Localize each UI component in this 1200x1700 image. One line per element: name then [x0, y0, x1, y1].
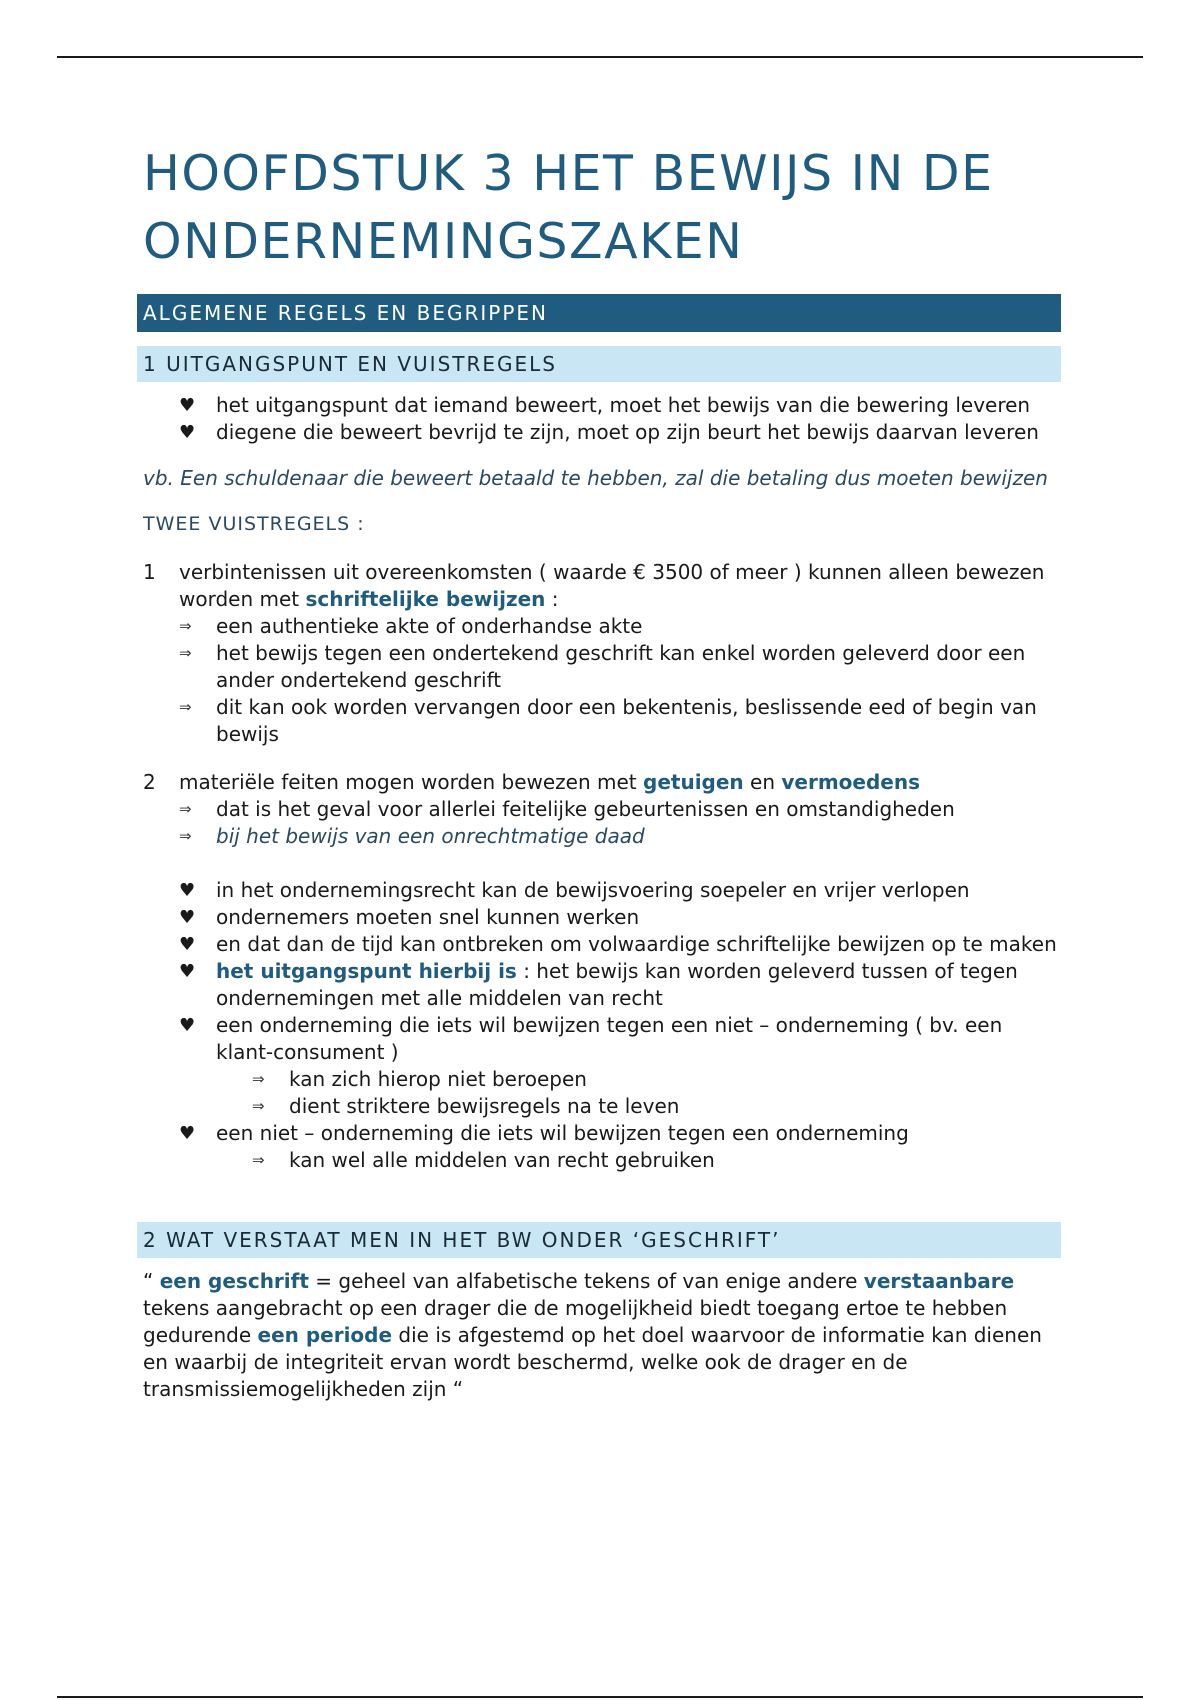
list-item: ♥ een onderneming die iets wil bewijzen tegen een niet – onderneming ( bv. een klant-consument ) [179, 1013, 1003, 1064]
highlight-term: een geschrift [159, 1269, 309, 1293]
list-item: ⇒ een authentieke akte of onderhandse akte [179, 614, 643, 638]
list-item: ⇒ kan zich hierop niet beroepen [252, 1067, 587, 1091]
heart-bullet-icon: ♥ [179, 934, 196, 955]
section1-bullets [143, 392, 1063, 446]
list-item: ♥ het uitgangspunt dat iemand beweert, moet het bewijs van die bewering leveren [179, 393, 1031, 417]
heart-bullet-icon: ♥ [179, 422, 196, 443]
heart-bullet-icon: ♥ [179, 395, 196, 416]
heart-bullet-icon: ♥ [179, 1015, 196, 1036]
list-item: ♥ en dat dan de tijd kan ontbreken om volwaardige schriftelijke bewijzen op te maken [179, 932, 1057, 956]
highlight-term: het uitgangspunt hierbij is [216, 959, 517, 983]
section1-bullets-2 [143, 877, 1063, 1066]
list-item: ♥ een niet – onderneming die iets wil bewijzen tegen een onderneming [179, 1121, 909, 1145]
noncompany-subitems [143, 1147, 1063, 1174]
list-item: ♥ in het ondernemingsrecht kan de bewijsvoering soepeler en vrijer verlopen [179, 878, 970, 902]
list-item: ♥ ondernemers moeten snel kunnen werken [179, 905, 640, 929]
highlight-term: vermoedens [781, 770, 921, 794]
page-title: HOOFDSTUK 3 HET BEWIJS IN DE ONDERNEMINGSZAKEN [143, 145, 994, 270]
list-item: ⇒ bij het bewijs van een onrechtmatige daad [179, 824, 645, 848]
section1-heading: 1 UITGANGSPUNT EN VUISTREGELS [137, 346, 1061, 382]
rule-number: 2 [143, 770, 156, 794]
right-arrow-icon: ⇒ [252, 1070, 265, 1088]
rules-label: TWEE VUISTREGELS : [143, 513, 365, 535]
heart-bullet-icon: ♥ [179, 880, 196, 901]
right-arrow-icon: ⇒ [179, 644, 192, 662]
rule1-subitems [143, 613, 1063, 748]
right-arrow-icon: ⇒ [252, 1097, 265, 1115]
right-arrow-icon: ⇒ [179, 800, 192, 818]
section1-bullets-3 [143, 1120, 1063, 1147]
section-band-main: ALGEMENE REGELS EN BEGRIPPEN [137, 294, 1061, 332]
rule-number: 1 [143, 560, 156, 584]
list-item: ⇒ dat is het geval voor allerlei feitelijke gebeurtenissen en omstandigheden [179, 797, 955, 821]
top-rule [57, 56, 1143, 58]
rule-2: 2 materiële feiten mogen worden bewezen met getuigen en vermoedens [143, 770, 921, 794]
section2-heading: 2 WAT VERSTAAT MEN IN HET BW ONDER ‘GESCHRIFT’ [137, 1222, 1061, 1258]
rule-1: 1 verbintenissen uit overeenkomsten ( waarde € 3500 of meer ) kunnen alleen bewezen worden met schriftelijke bewijzen : [143, 560, 1045, 611]
heart-bullet-icon: ♥ [179, 1123, 196, 1144]
right-arrow-icon: ⇒ [252, 1151, 265, 1169]
highlight-term: getuigen [643, 770, 744, 794]
right-arrow-icon: ⇒ [179, 827, 192, 845]
right-arrow-icon: ⇒ [179, 698, 192, 716]
heart-bullet-icon: ♥ [179, 907, 196, 928]
list-item: ⇒ het bewijs tegen een ondertekend geschrift kan enkel worden geleverd door een ander ondertekend geschrift [179, 641, 1026, 692]
highlight-term: een periode [257, 1323, 393, 1347]
list-item: ⇒ kan wel alle middelen van recht gebruiken [252, 1148, 715, 1172]
company-subitems [143, 1066, 1063, 1120]
document-body [143, 140, 1063, 1403]
example-text: vb. Een schuldenaar die beweert betaald te hebben, zal die betaling dus moeten bewijzen [143, 466, 1048, 490]
list-item: ♥ het uitgangspunt hierbij is : het bewijs kan worden geleverd tussen of tegen ondernemingen met alle middelen van recht [179, 959, 1018, 1010]
highlight-term: verstaanbare [863, 1269, 1015, 1293]
rule2-subitems [143, 796, 1063, 850]
list-item: ♥ diegene die beweert bevrijd te zijn, moet op zijn beurt het bewijs daarvan leveren [179, 420, 1039, 444]
bottom-rule [57, 1696, 1143, 1698]
list-item: ⇒ dient striktere bewijsregels na te leven [252, 1094, 680, 1118]
definition-paragraph: “ een geschrift = geheel van alfabetische tekens of van enige andere verstaanbare tekens aangebracht op een drager die de mogelijkheid biedt toegang ertoe te hebben gedurende een periode die is afgestemd op het doel waarvoor de informatie kan dienen en waarbij de integriteit ervan wordt beschermd, welke ook de drager en de transmissiemogelijkheden zijn “ [143, 1269, 1042, 1401]
right-arrow-icon: ⇒ [179, 617, 192, 635]
list-item: ⇒ dit kan ook worden vervangen door een bekentenis, beslissende eed of begin van bewijs [179, 695, 1037, 746]
highlight-term: schriftelijke bewijzen [305, 587, 546, 611]
heart-bullet-icon: ♥ [179, 961, 196, 982]
